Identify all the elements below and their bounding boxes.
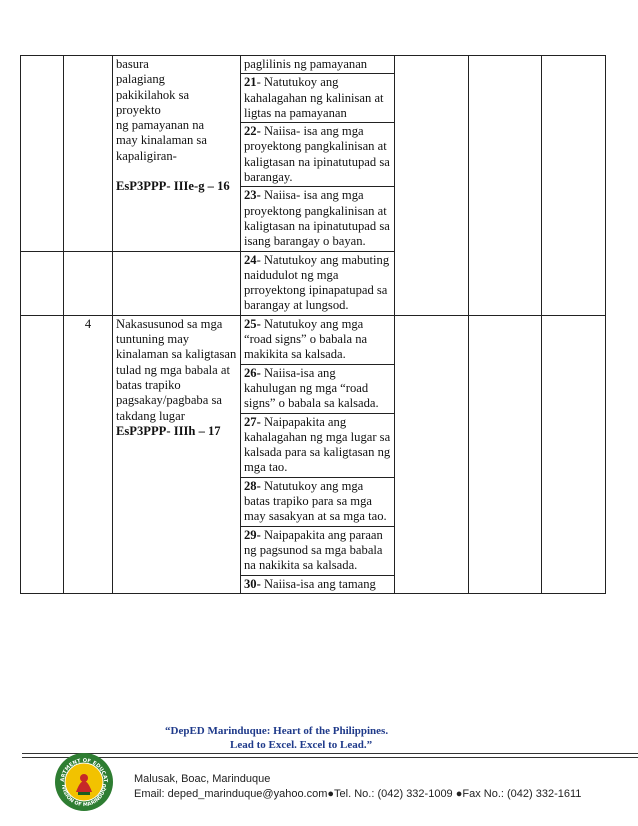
footer-divider <box>22 757 638 758</box>
objective-text: Naipapakita ang paraan ng pagsunod sa mga babala na nakikita sa kalsada. <box>244 527 383 573</box>
curriculum-table <box>20 55 606 594</box>
office-address: Malusak, Boac, Marinduque <box>134 773 271 785</box>
empty-cell <box>21 315 64 593</box>
week-cell: 4 <box>64 315 113 593</box>
objective-cell <box>241 123 395 187</box>
objective-number: 23- <box>244 188 261 203</box>
objective-number: 29- <box>244 527 261 542</box>
objective-text: - Natutukoy ang mabuting naidudulot ng mga prroyektong ipinapatupad sa barangay at lungsod. <box>244 252 390 313</box>
svg-text:DEPARTMENT OF EDUCATION: ARTMENT OF EDUCAT <box>59 757 109 783</box>
email-link[interactable]: deped_marinduque@yahoo.com <box>167 788 328 800</box>
objective-cell <box>241 575 395 593</box>
empty-cell <box>542 315 606 593</box>
slogan-line-2: Lead to Excel. Excel to Lead.” <box>230 739 373 751</box>
objective-cell <box>241 187 395 251</box>
competency-cell <box>113 251 241 315</box>
objective-text: paglilinis ng pamayanan <box>244 57 368 71</box>
objective-number: 22- <box>244 124 261 139</box>
svg-text:DIVISION OF MARINDUQUE: IVISION OF MARINDUQU <box>59 783 109 809</box>
empty-cell <box>21 251 64 315</box>
competency-code: EsP3PPP- IIIe-g – 16 <box>116 179 230 194</box>
competency-code: EsP3PPP- IIIh – 17 <box>116 423 221 438</box>
empty-cell <box>469 315 542 593</box>
slogan-line-1: “DepED Marinduque: Heart of the Philippines. <box>165 725 389 737</box>
competency-cell <box>113 315 241 593</box>
empty-cell <box>469 56 542 316</box>
objective-text: Natutukoy ang mga batas trapiko para sa mga may sasakyan at sa mga tao. <box>244 478 387 524</box>
empty-cell <box>395 315 469 593</box>
objective-text: Natutukoy ang mga “road signs” o babala na makikita sa kalsada. <box>244 316 368 362</box>
phone-fax-text: ●Tel. No.: (042) 332-1009 ●Fax No.: (042) 332-1611 <box>327 788 582 800</box>
week-cell <box>64 251 113 315</box>
objective-cell <box>241 315 395 364</box>
competency-text: Nakasusunod sa mga tuntuning may kinalaman sa kaligtasan tulad ng mga babala at batas trapiko pagsakay/pagbaba sa takdang lugar <box>116 316 237 423</box>
objective-number: 21 <box>244 75 257 90</box>
footer-divider <box>22 753 638 754</box>
footer-address-block <box>134 772 581 802</box>
objective-number: 25- <box>244 316 261 331</box>
deped-seal-logo <box>54 752 114 812</box>
objective-cell <box>241 74 395 123</box>
objective-text: Naiisa- isa ang mga proyektong pangkalinisan at kaligtasan na ipinatutupad sa isang barangay o bayan. <box>244 188 390 249</box>
objective-number: 30- <box>244 576 261 591</box>
objective-text: Naiisa-isa ang tamang <box>260 576 376 591</box>
objective-number: 27- <box>244 414 261 429</box>
competency-text: basura palagiang pakikilahok sa proyekto ng pamayanan na may kinalaman sa kapaligiran- <box>116 57 207 163</box>
objective-cell <box>241 477 395 526</box>
objective-number: 24 <box>244 252 257 267</box>
objective-cell <box>241 413 395 477</box>
contact-line: Email: deped_marinduque@yahoo.com●Tel. No.: (042) 332-1009 ●Fax No.: (042) 332-1611 <box>134 788 582 800</box>
objective-cell <box>241 56 395 74</box>
objective-number: 28- <box>244 478 261 493</box>
objective-cell <box>241 364 395 413</box>
empty-cell <box>395 56 469 316</box>
empty-cell <box>542 56 606 316</box>
objective-cell <box>241 251 395 315</box>
objective-cell <box>241 526 395 575</box>
objective-text: - Natutukoy ang kahalagahan ng kalinisan at ligtas na pamayanan <box>244 75 384 120</box>
objective-text: Naipapakita ang kahalagahan ng mga lugar sa kalsada para sa kaligtasan ng mga tao. <box>244 414 391 475</box>
objective-text: Naiisa-isa ang kahulugan ng mga “road signs” o babala sa kalsada. <box>244 365 379 411</box>
objective-number: 26- <box>244 365 261 380</box>
table-row <box>21 56 606 74</box>
objective-text: Naiisa- isa ang mga proyektong pangkalinisan at kaligtasan na ipinatutupad sa barangay. <box>244 124 390 185</box>
table-row <box>21 315 606 364</box>
empty-cell <box>21 56 64 252</box>
week-cell <box>64 56 113 252</box>
competency-cell <box>113 56 241 252</box>
